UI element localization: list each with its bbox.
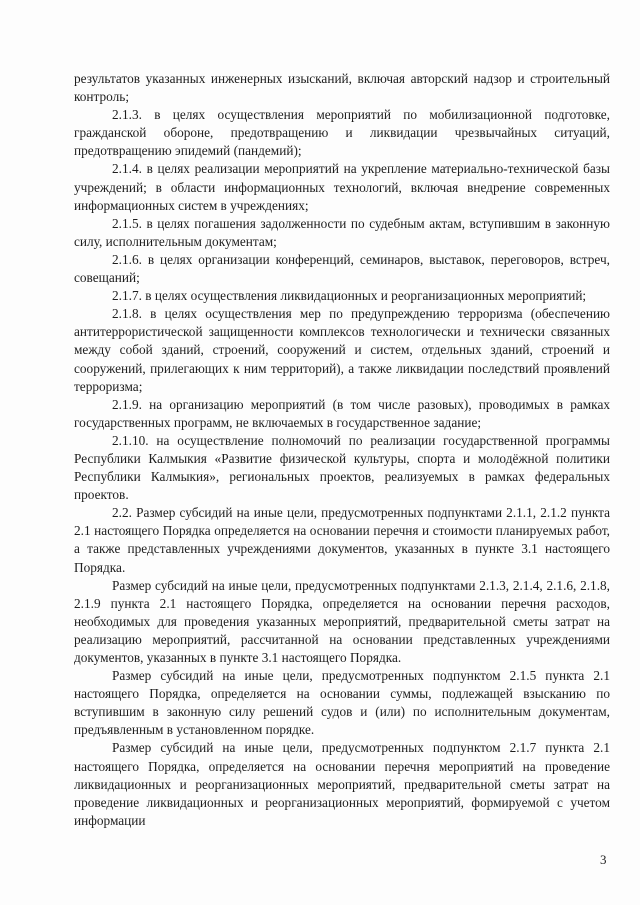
- paragraph-2-1-9: 2.1.9. на организацию мероприятий (в том числе разовых), проводимых в рамках государственных программ, не включаемых в государственное задание;: [74, 396, 610, 430]
- paragraph-2-2: 2.2. Размер субсидий на иные цели, предусмотренных подпунктами 2.1.1, 2.1.2 пункта 2.1 настоящего Порядка определяется на основании перечня и стоимости планируемых работ, а также представленных учреждениями документов, указанных в пункте 3.1 настоящего Порядка.: [74, 505, 610, 575]
- paragraph-2-1-5: 2.1.5. в целях погашения задолженности по судебным актам, вступившим в законную силу, исполнительным документам;: [74, 215, 610, 249]
- paragraph-subsidy-size-4: Размер субсидий на иные цели, предусмотренных подпунктом 2.1.7 пункта 2.1 настоящего Порядка, определяется на основании перечня мероприятий на проведение ликвидационных и реорганизационных мероприятий, предварительной сметы затрат на проведение ликвидационных и реорганизационных мероприятий, формируемой с учетом информации: [74, 740, 610, 828]
- paragraph-2-1-3: 2.1.3. в целях осуществления мероприятий по мобилизационной подготовке, гражданской обороне, предотвращению и ликвидации чрезвычайных ситуаций, предотвращению эпидемий (пандемий);: [74, 107, 610, 159]
- paragraph-continuation: результатов указанных инженерных изысканий, включая авторский надзор и строительный контроль;: [74, 71, 610, 105]
- paragraph-subsidy-size-2: Размер субсидий на иные цели, предусмотренных подпунктами 2.1.3, 2.1.4, 2.1.6, 2.1.8, 2.1.9 пункта 2.1 настоящего Порядка, определяется на основании перечня расходов, необходимых для проведения указанных мероприятий, предварительной сметы затрат на реализацию мероприятий, рассчитанной на основании представленных учреждениями документов, указанных в пункте 3.1 настоящего Порядка.: [74, 577, 610, 665]
- paragraph-2-1-7: 2.1.7. в целях осуществления ликвидационных и реорганизационных мероприятий;: [112, 288, 587, 304]
- paragraph-2-1-6: 2.1.6. в целях организации конференций, семинаров, выставок, переговоров, встреч, совещаний;: [74, 251, 610, 286]
- page-number: 3: [600, 852, 607, 867]
- paragraph-subsidy-size-3: Размер субсидий на иные цели, предусмотренных подпунктом 2.1.5 пункта 2.1 настоящего Порядка, определяется на основании суммы, подлежащей взысканию по вступившим в законную силу решений судов и (или) по исполнительным документам, предъявленным в установленном порядке.: [74, 668, 610, 738]
- paragraph-2-1-8: 2.1.8. в целях осуществления мер по предупреждению терроризма (обеспечению антитеррористической защищенности комплексов технологически и технически связанных между собой зданий, строений, сооружений и систем, отдельных зданий, строений и сооружений, прилегающих к ним территорий), а также ликвидации последствий проявлений терроризма;: [74, 306, 610, 394]
- paragraph-2-1-10: 2.1.10. на осуществление полномочий по реализации государственной программы Республики Калмыкия «Развитие физической культуры, спорта и молодёжной политики Республики Калмыкия», региональных проектов, реализуемых в рамках федеральных проектов.: [74, 432, 610, 503]
- paragraph-2-1-4: 2.1.4. в целях реализации мероприятий на укрепление материально-технической базы учреждений; в области информационных технологий, включая внедрение современных информационных систем в учреждениях;: [74, 161, 610, 213]
- document-body: [74, 70, 610, 830]
